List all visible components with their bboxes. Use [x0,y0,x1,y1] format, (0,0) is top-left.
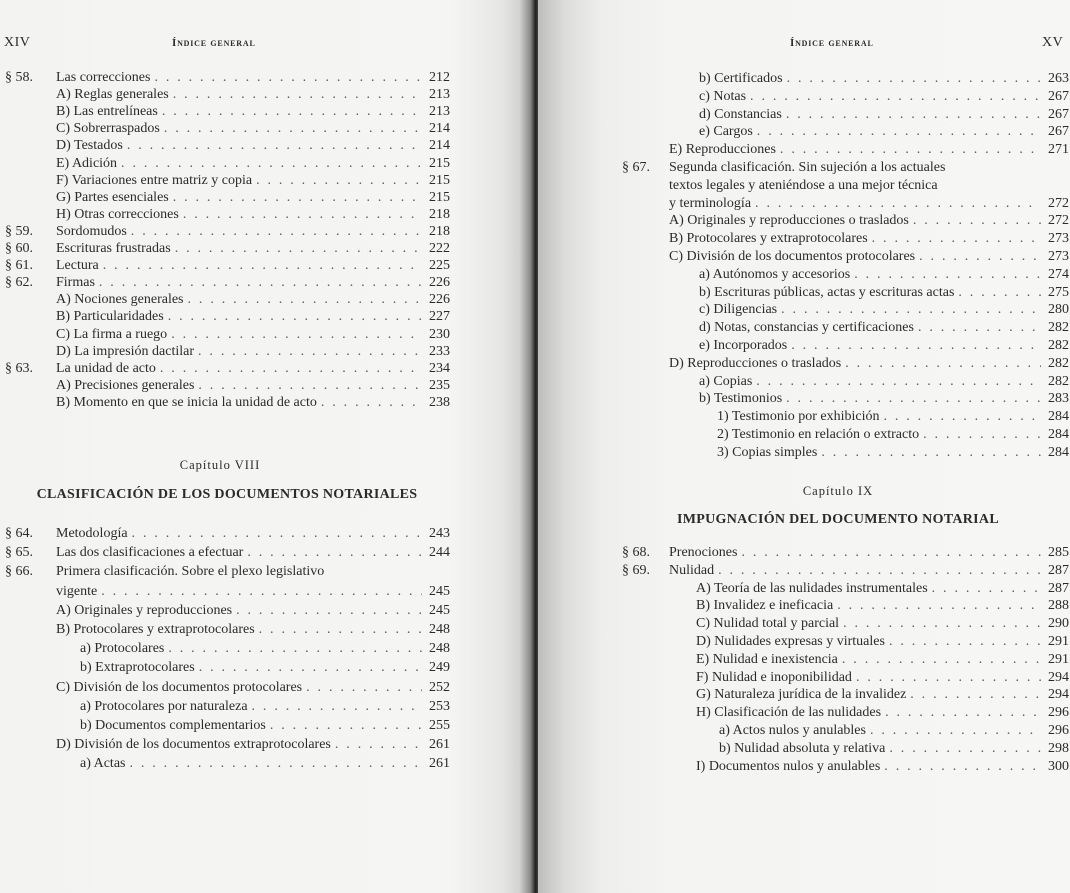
toc-entry-label: Metodología [56,526,128,541]
toc-page-number: 290 [1048,616,1069,632]
toc-page-number: 245 [429,602,450,618]
toc-entry-label: A) Reglas generales [56,87,169,103]
toc-entry [56,394,450,411]
toc-entry-label: 1) Testimonio por exhibición [717,409,880,425]
toc-entry-label: Escrituras frustradas [56,241,171,256]
toc-leader-dots [198,377,422,394]
toc-leader-dots [270,717,422,734]
toc-page-number: 282 [1048,338,1069,353]
toc-leader-dots [932,580,1041,597]
toc-entry [669,177,1069,194]
toc-entry [699,106,1069,123]
toc-entry [719,722,1069,739]
toc-page-number: 272 [1048,195,1069,211]
toc-leader-dots [99,274,422,291]
toc-leader-dots [127,137,422,154]
toc-entry-label: D) Reproducciones o traslados [669,355,842,371]
right-running-header: Índice general [790,37,874,49]
toc-entry [669,355,1069,372]
toc-entry-label: F) Nulidad e inoponibilidad [696,669,852,685]
toc-entry [5,69,450,86]
toc-page-number: 235 [429,377,450,393]
toc-entry-label: Nulidad [669,562,715,578]
toc-entry [56,103,450,120]
toc-entry [699,319,1069,336]
toc-entry-label: c) Notas [699,88,747,104]
toc-page-number: 215 [429,155,450,171]
toc-leader-dots [910,686,1041,703]
toc-leader-dots [718,562,1041,579]
toc-leader-dots [199,659,422,676]
toc-entry [56,120,450,137]
toc-entry-label: b) Extraprotocolares [80,660,195,676]
toc-page-number: 233 [429,343,450,359]
toc-leader-dots [160,360,422,377]
toc-entry-label: d) Constancias [699,106,782,122]
right-page [538,0,1070,893]
toc-entry [717,408,1069,425]
toc-entry-label: E) Nulidad e inexistencia [696,651,838,667]
left-page-number: XIV [4,35,31,50]
toc-page-number: 288 [1048,598,1069,614]
toc-leader-dots [787,70,1041,87]
toc-section-number: § 62. [5,275,33,291]
toc-entry [56,621,450,638]
toc-leader-dots [252,698,422,715]
toc-page-number: 253 [429,698,450,714]
toc-entry-label: E) Adición [56,155,118,171]
toc-entry [80,755,450,772]
toc-entry [699,88,1069,105]
toc-page-number: 284 [1048,444,1069,460]
toc-entry [622,562,1069,579]
toc-page-number: 273 [1048,249,1069,264]
toc-entry [696,580,1069,597]
toc-entry [622,159,1069,176]
toc-leader-dots [781,301,1041,318]
toc-page-number: 282 [1048,373,1069,389]
toc-entry-label: e) Incorporados [699,338,788,353]
toc-leader-dots [321,394,422,411]
toc-entry [56,155,450,172]
toc-entry-label: d) Notas, constancias y certificaciones [699,320,914,336]
toc-entry [56,679,450,696]
toc-page-number: 215 [429,172,450,188]
toc-entry-label: G) Partes esenciales [56,189,169,205]
toc-entry-label: a) Copias [699,373,753,389]
toc-page-number: 244 [429,545,450,561]
toc-page-number: 261 [429,737,450,753]
toc-entry-label: D) La impresión dactilar [56,343,195,359]
toc-page-number: 212 [429,70,450,85]
toc-page-number: 225 [429,258,450,274]
toc-entry [56,206,450,223]
toc-entry [669,230,1069,247]
toc-page-number: 226 [429,275,450,291]
toc-leader-dots [198,343,422,360]
toc-leader-dots [173,189,422,206]
left-chapter-label: Capítulo VIII [179,458,261,472]
toc-entry [622,544,1069,561]
toc-entry-label: b) Certificados [699,71,783,86]
toc-entry-label: G) Naturaleza jurídica de la invalidez [696,687,907,703]
toc-page-number: 245 [429,583,450,599]
right-page-number: XV [1042,35,1064,50]
toc-leader-dots [958,284,1041,301]
toc-entry [56,308,450,325]
toc-entry [699,301,1069,318]
toc-entry [56,137,450,154]
toc-entry-label: 3) Copias simples [717,444,818,460]
toc-page-number: 284 [1048,409,1069,425]
toc-entry-label: a) Protocolares por naturaleza [80,698,248,714]
toc-entry [56,326,450,343]
toc-page-number: 272 [1048,213,1069,229]
toc-leader-dots [854,266,1041,283]
toc-entry-label: a) Protocolares [80,641,165,657]
toc-entry [5,240,450,257]
toc-entry [699,284,1069,301]
toc-entry [696,704,1069,721]
toc-entry [5,544,450,561]
left-page [0,0,528,893]
toc-leader-dots [757,123,1041,140]
toc-entry-label: C) Sobrerraspados [56,121,160,137]
toc-entry-label: F) Variaciones entre matriz y copia [56,172,253,188]
toc-section-number: § 58. [5,70,33,85]
toc-entry-label: D) Nulidades expresas y virtuales [696,634,885,649]
toc-leader-dots [154,69,422,86]
toc-entry [719,740,1069,757]
toc-leader-dots [756,373,1041,390]
toc-entry [80,640,450,657]
toc-page-number: 238 [429,394,450,410]
toc-entry-label: c) Diligencias [699,302,778,318]
toc-entry [56,343,450,360]
toc-entry [56,172,450,189]
toc-page-number: 274 [1048,266,1069,282]
toc-leader-dots [786,390,1041,407]
toc-entry-label: I) Documentos nulos y anulables [696,758,881,774]
toc-entry-label: B) Protocolares y extraprotocolares [56,622,255,637]
toc-leader-dots [856,669,1041,686]
toc-leader-dots [173,86,422,103]
toc-leader-dots [821,444,1041,461]
toc-leader-dots [188,291,422,308]
toc-entry-label: b) Escrituras públicas, actas y escrituras actas [699,284,955,300]
toc-entry [5,257,450,274]
toc-leader-dots [918,319,1041,336]
toc-page-number: 300 [1048,758,1069,774]
toc-page-number: 243 [429,526,450,541]
toc-leader-dots [168,640,422,657]
toc-entry [696,758,1069,775]
toc-entry-label: Primera clasificación. Sobre el plexo legislativo [56,564,325,580]
toc-entry [699,123,1069,140]
toc-page-number: 267 [1048,124,1069,140]
toc-entry-label: b) Documentos complementarios [80,718,266,733]
toc-page-number: 249 [429,660,450,676]
toc-leader-dots [183,206,422,223]
toc-leader-dots [171,326,422,343]
toc-entry-label: C) Nulidad total y parcial [696,616,840,632]
toc-leader-dots [843,615,1041,632]
toc-entry-label: B) Protocolares y extraprotocolares [669,231,868,247]
toc-entry [56,291,450,308]
toc-page-number: 287 [1048,562,1069,578]
toc-leader-dots [164,120,422,137]
toc-page-number: 287 [1048,580,1069,596]
toc-entry [699,337,1069,354]
toc-entry [5,360,450,377]
toc-entry-label: e) Cargos [699,124,753,140]
toc-page-number: 214 [429,138,450,154]
toc-leader-dots [101,583,422,600]
toc-leader-dots [884,758,1041,775]
toc-page-number: 218 [429,206,450,222]
toc-leader-dots [247,544,422,561]
toc-leader-dots [259,621,422,638]
right-chapter-title: IMPUGNACIÓN DEL DOCUMENTO NOTARIAL [677,512,999,527]
toc-page-number: 226 [429,292,450,308]
toc-section-number: § 68. [622,545,650,560]
toc-entry-label: vigente [56,583,98,599]
toc-leader-dots [741,544,1041,561]
toc-page-number: 273 [1048,231,1069,247]
toc-page-number: 291 [1048,634,1069,649]
toc-entry-label: A) Precisiones generales [56,377,195,393]
toc-page-number: 283 [1048,391,1069,407]
toc-page-number: 230 [429,326,450,342]
toc-page-number: 282 [1048,355,1069,371]
toc-leader-dots [750,88,1041,105]
toc-entry-label: E) Reproducciones [669,142,776,158]
toc-entry-label: B) Momento en que se inicia la unidad de acto [56,394,317,410]
toc-entry [669,195,1069,212]
toc-leader-dots [845,355,1041,372]
toc-page-number: 252 [429,679,450,695]
toc-page-number: 275 [1048,284,1069,300]
toc-page-number: 267 [1048,106,1069,122]
toc-entry [5,223,450,240]
toc-leader-dots [132,525,422,542]
toc-entry [80,659,450,676]
toc-entry-label: C) División de los documentos protocolares [669,249,916,264]
toc-entry-label: La unidad de acto [56,360,156,376]
toc-page-number: 213 [429,87,450,103]
toc-page-number: 271 [1048,142,1069,158]
toc-entry-label: b) Testimonios [699,391,783,407]
toc-page-number: 267 [1048,88,1069,104]
toc-leader-dots [755,195,1041,212]
toc-section-number: § 69. [622,562,650,578]
toc-entry-label: A) Nociones generales [56,292,184,308]
toc-entry [669,248,1069,265]
toc-leader-dots [786,106,1041,123]
toc-entry-label: Segunda clasificación. Sin sujeción a los actuales [669,160,946,175]
toc-page-number: 218 [429,223,450,239]
toc-entry [696,686,1069,703]
toc-page-number: 261 [429,756,450,772]
toc-entry-label: B) Particularidades [56,309,164,325]
toc-entry [669,212,1069,229]
toc-leader-dots [791,337,1041,354]
toc-entry [80,717,450,734]
toc-leader-dots [837,597,1041,614]
toc-entry-label: Lectura [56,258,99,274]
toc-entry [699,266,1069,283]
toc-leader-dots [889,740,1041,757]
toc-section-number: § 61. [5,258,33,274]
toc-entry [696,669,1069,686]
toc-entry [696,597,1069,614]
toc-section-number: § 64. [5,526,33,541]
toc-entry-label: b) Nulidad absoluta y relativa [719,740,886,756]
toc-page-number: 284 [1048,427,1069,442]
toc-entry [696,633,1069,650]
toc-page-number: 296 [1048,705,1069,721]
toc-page-number: 285 [1048,545,1069,560]
toc-entry-label: D) División de los documentos extraprotocolares [56,737,331,753]
toc-page-number: 294 [1048,687,1069,703]
toc-entry [56,86,450,103]
toc-entry-label: A) Originales y reproducciones o traslados [669,213,909,229]
toc-entry-label: Prenociones [669,545,738,560]
toc-entry [5,563,450,580]
toc-leader-dots [883,408,1041,425]
toc-entry-label: Firmas [56,275,95,291]
toc-entry [80,698,450,715]
toc-entry [56,736,450,753]
toc-entry-label: Sordomudos [56,223,127,239]
toc-entry [5,274,450,291]
toc-entry [669,141,1069,158]
toc-section-number: § 59. [5,223,33,239]
toc-entry-label: B) Las entrelíneas [56,104,158,120]
toc-entry-label: a) Actas [80,756,126,772]
toc-entry [696,651,1069,668]
toc-entry [717,444,1069,461]
toc-page-number: 214 [429,121,450,137]
toc-entry-label: B) Invalidez e ineficacia [696,598,834,614]
toc-entry-label: a) Actos nulos y anulables [719,723,866,738]
toc-entry [56,583,450,600]
toc-entry [56,602,450,619]
toc-entry-label: D) Testados [56,138,123,154]
toc-entry [699,373,1069,390]
toc-section-number: § 67. [622,160,650,175]
toc-section-number: § 66. [5,564,33,580]
toc-page-number: 215 [429,189,450,205]
toc-leader-dots [780,141,1041,158]
toc-entry-label: A) Teoría de las nulidades instrumentales [696,580,928,596]
toc-page-number: 227 [429,309,450,325]
toc-page-number: 248 [429,641,450,657]
toc-page-number: 291 [1048,651,1069,667]
toc-leader-dots [162,103,422,120]
toc-leader-dots [842,651,1041,668]
toc-entry [56,377,450,394]
toc-leader-dots [175,240,422,257]
toc-leader-dots [129,755,422,772]
toc-page-number: 280 [1048,302,1069,318]
toc-entry [696,615,1069,632]
toc-page-number: 222 [429,241,450,256]
toc-page-number: 282 [1048,320,1069,336]
toc-leader-dots [870,722,1041,739]
toc-section-number: § 60. [5,241,33,256]
toc-page-number: 213 [429,104,450,120]
toc-entry-label: y terminología [669,195,752,211]
toc-leader-dots [121,155,422,172]
toc-entry [717,426,1069,443]
toc-entry [699,390,1069,407]
toc-page-number: 294 [1048,669,1069,685]
toc-leader-dots [306,679,422,696]
left-running-header: Índice general [172,37,256,49]
toc-leader-dots [168,308,422,325]
toc-leader-dots [256,172,422,189]
toc-section-number: § 65. [5,545,33,561]
toc-page-number: 234 [429,360,450,376]
toc-entry-label: C) La firma a ruego [56,326,168,342]
toc-entry-label: Las dos clasificaciones a efectuar [56,545,244,561]
left-chapter-title: CLASIFICACIÓN DE LOS DOCUMENTOS NOTARIALES [36,487,418,502]
toc-page-number: 296 [1048,723,1069,738]
toc-entry-label: H) Clasificación de las nulidades [696,705,882,721]
toc-entry-label: 2) Testimonio en relación o extracto [717,427,920,442]
toc-page-number: 255 [429,718,450,733]
toc-entry-label: textos legales y ateniéndose a una mejor técnica [669,177,938,193]
toc-leader-dots [236,602,422,619]
toc-leader-dots [103,257,422,274]
toc-leader-dots [889,633,1041,650]
toc-leader-dots [872,230,1041,247]
toc-leader-dots [923,426,1041,443]
toc-entry-label: a) Autónomos y accesorios [699,266,851,282]
toc-leader-dots [919,248,1041,265]
toc-entry [56,189,450,206]
toc-entry-label: Las correcciones [56,70,151,85]
toc-page-number: 263 [1048,71,1069,86]
right-chapter-label: Capítulo IX [802,484,874,498]
toc-leader-dots [885,704,1041,721]
toc-entry-label: C) División de los documentos protocolares [56,679,303,695]
toc-leader-dots [913,212,1041,229]
toc-entry-label: A) Originales y reproducciones [56,602,233,618]
toc-entry [699,70,1069,87]
toc-entry [5,525,450,542]
toc-leader-dots [335,736,422,753]
toc-leader-dots [131,223,422,240]
toc-page-number: 298 [1048,740,1069,756]
toc-entry-label: H) Otras correcciones [56,206,179,222]
toc-page-number: 248 [429,622,450,637]
toc-section-number: § 63. [5,360,33,376]
